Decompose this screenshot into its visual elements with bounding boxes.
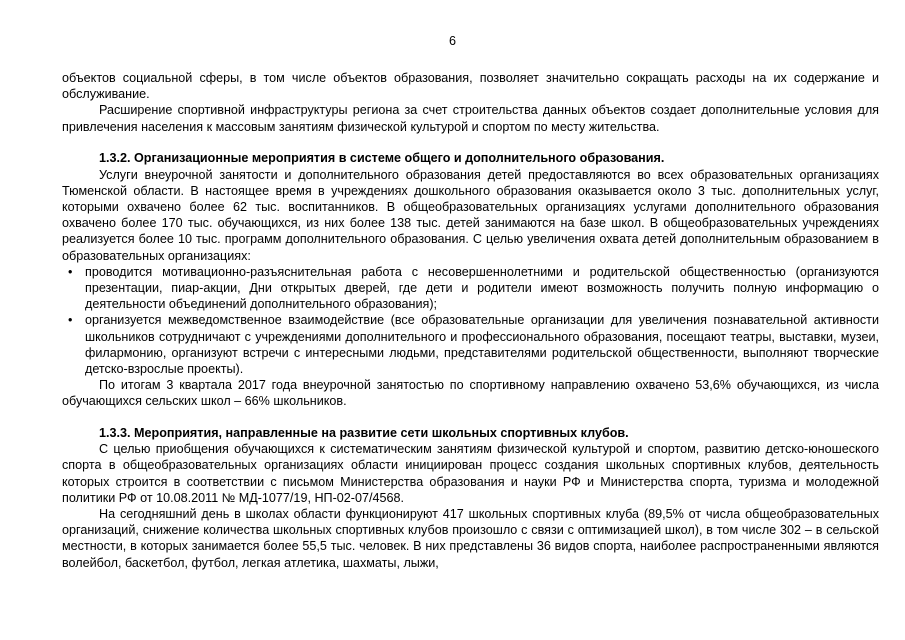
section-heading-1-3-3: 1.3.3. Мероприятия, направленные на развитие сети школьных спортивных клубов. (99, 426, 629, 441)
list-item (62, 264, 879, 313)
bullet-icon: • (68, 313, 73, 328)
paragraph-continuation: объектов социальной сферы, в том числе объектов образования, позволяет значительно сокращать расходы на их содержание и обслуживание. (62, 71, 879, 102)
paragraph-q3-results: По итогам 3 квартала 2017 года внеурочной занятостью по спортивному направлению охвачено 53,6% обучающихся, из числа обучающихся сельских школ – 66% школьников. (62, 378, 879, 409)
paragraph-extracurricular-services: Услуги внеурочной занятости и дополнительного образования детей предоставляются во всех образовательных организациях Тюменской области. В настоящее время в учреждениях дошкольного образования оказывается около 3 тыс. дополнительных услуг, которыми охвачено более 62 тыс. воспитанников. В общеобразовательных организациях услугами дополнительного образования охвачено более 170 тыс. обучающихся, из них более 138 тыс. детей занимаются на базе школ. В общеобразовательных учреждениях реализуется более 10 тыс. программ дополнительного образования. С целью увеличения охвата детей дополнительным образованием в образовательных организациях: (62, 167, 879, 263)
section-heading-1-3-2: 1.3.2. Организационные мероприятия в системе общего и дополнительного образования. (99, 151, 665, 166)
page-content (62, 70, 879, 571)
paragraph-sports-clubs-stats: На сегодняшний день в школах области функционируют 417 школьных спортивных клуба (89,5% от числа общеобразовательных организаций, снижение количества школьных спортивных клубов произошло с связи с оптимизацией школ), в том числе 302 – в сельской местности, в которых занимается более 55,5 тыс. человек. В них представлены 36 видов спорта, наиболее распространенными являются волейбол, баскетбол, футбол, легкая атлетика, шахматы, лыжи, (62, 507, 879, 570)
list-item (62, 312, 879, 377)
list-item-text: проводится мотивационно-разъяснительная работа с несовершеннолетними и родительской общественностью (организуются презентации, пиар-акции, Дни открытых дверей, где дети и родители имеют возможность получить полную информацию о деятельности объединений дополнительного образования); (85, 264, 879, 312)
measures-list (62, 264, 879, 377)
paragraph-infrastructure: Расширение спортивной инфраструктуры региона за счет строительства данных объектов создает дополнительные условия для привлечения населения к массовым занятиям физической культурой и спортом по месту жительства. (62, 103, 879, 134)
list-item-text: организуется межведомственное взаимодействие (все образовательные организации для увеличения познавательной активности школьников сотрудничают с учреждениями дополнительного и профессионального образования, посещают театры, выставки, музеи, филармонию, организуют встречи с интересными людьми, представителями родительской общественности, выполняют творческие детско-взрослые проекты). (85, 313, 879, 376)
paragraph-sports-clubs-purpose: С целью приобщения обучающихся к систематическим занятиям физической культурой и спортом, развитию детско-юношеского спорта в общеобразовательных организациях области инициирован процесс создания школьных спортивных клубов, деятельность которых строится в соответствии с письмом Министерства образования и науки РФ и Министерства спорта, туризма и молодежной политики РФ от 10.08.2011 № МД-1077/19, НП-02-07/4568. (62, 442, 879, 505)
page-number: 6 (448, 34, 456, 48)
bullet-icon: • (68, 264, 73, 279)
